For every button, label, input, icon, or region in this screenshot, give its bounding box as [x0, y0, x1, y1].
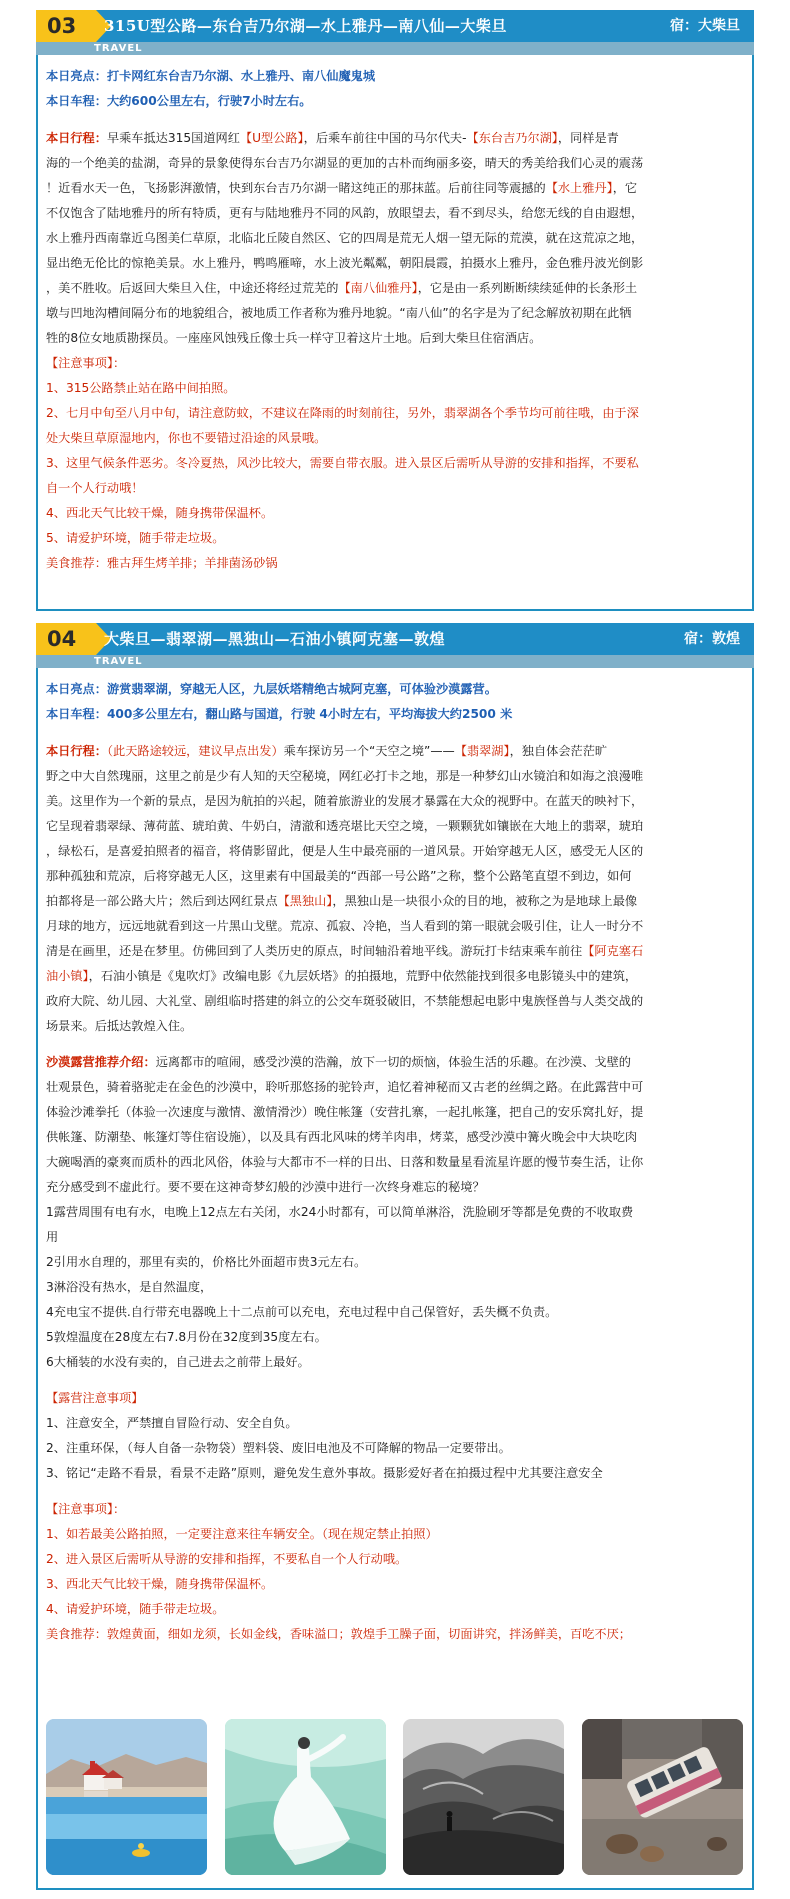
text-segment: 月球的地方，远远地就看到这一片黑山戈壁。荒凉、孤寂、冷艳，当人看到的第一眼就会吸引住，让人一时分不 — [46, 919, 644, 933]
day4-tag-bar — [36, 655, 754, 668]
text-segment: 美。这里作为一个新的景点，是因为航拍的兴起，随着旅游业的发展才暴露在大众的视野中。在蓝天的映衬下， — [46, 794, 644, 808]
list-item: 4充电宝不提供.自行带充电器晚上十二点前可以充电，充电过程中自己保管好，丢失概不负责。 — [46, 1305, 558, 1319]
paragraph-line — [46, 151, 743, 176]
day4-number-badge: 04 — [36, 623, 96, 655]
paragraph-line — [46, 939, 743, 964]
text-segment: 海的一个绝美的盐湖，奇异的景象使得东台吉乃尔湖显的更加的古朴而绚丽多姿，晴天的秀美给我们心灵的震荡 — [46, 156, 644, 170]
paragraph-line — [46, 989, 743, 1014]
day3-notes — [46, 351, 743, 551]
list-item: 3淋浴没有热水，是自然温度， — [46, 1280, 213, 1294]
paragraph-line — [46, 226, 743, 251]
day4-body — [46, 677, 743, 1647]
day4-itinerary — [46, 739, 743, 1039]
list-item: 处大柴旦草原湿地内，你也不要错过沿途的风景哦。 — [46, 431, 327, 445]
day4-stay: 宿：敦煌 — [684, 631, 740, 647]
list-item: 3、这里气候条件恶劣。冬冷夏热，风沙比较大，需要自带衣服。进入景区后需听从导游的安排和指挥，不要私 — [46, 456, 639, 470]
text-segment: ，美不胜收。后返回大柴旦入住，中途还将经过荒芜的 — [46, 281, 339, 295]
day4-food: 美食推荐：敦煌黄面，细如龙须，长如金线，香味溢口；敦煌手工臊子面，切面讲究，拌汤鲜美，百吃不厌； — [46, 1627, 631, 1641]
day3-section — [36, 10, 754, 611]
text-segment: 充分感受到不虚此行。要不要在这神奇梦幻般的沙漠中进行一次终身难忘的秘境？ — [46, 1180, 485, 1194]
list-item: 5敦煌温度在28度左右7.8月份在32度到35度左右。 — [46, 1330, 327, 1344]
paragraph-line — [46, 964, 743, 989]
text-segment: ，绿松石，是喜爱拍照者的福音，将倩影留此，便是人生中最亮丽的一道风景。开始穿越无人区，感受无人区的 — [46, 844, 644, 858]
paragraph-line — [46, 1075, 743, 1100]
highlight-place: 【阿克塞石 — [582, 944, 644, 958]
text-segment: 早乘车抵达315国道网红 — [106, 131, 240, 145]
day3-travel-tag: TRAVEL — [94, 43, 143, 54]
text-segment: 野之中大自然瑰丽，这里之前是少有人知的天空秘境，网红必打卡之地，那是一种梦幻山水镜泊和如海之浪漫唯 — [46, 769, 644, 783]
text-segment: 壮观景色，骑着骆驼走在金色的沙漠中，聆听那悠扬的驼铃声，追忆着神秘而又古老的丝绸之路。在此露营中可 — [46, 1080, 644, 1094]
highlight-place: 【黑独山】 — [277, 894, 333, 908]
highlight-place: 【南八仙雅丹】 — [338, 281, 418, 295]
paragraph-line — [46, 889, 743, 914]
text-segment: ，它是由一系列断断续续延伸的长条形土 — [417, 281, 638, 295]
text-segment: 它呈现着翡翠绿、薄荷蓝、琥珀黄、牛奶白，清澈和透亮堪比天空之境，一颗颗犹如镶嵌在大地上的翡翠，琥珀 — [46, 819, 644, 833]
paragraph-line — [46, 914, 743, 939]
day3-number-badge: 03 — [36, 10, 96, 42]
paragraph-line — [46, 201, 743, 226]
paragraph-line — [46, 764, 743, 789]
paragraph-line — [46, 126, 743, 151]
day3-body — [46, 64, 743, 576]
day3-route-title: 315U型公路—东台吉乃尔湖—水上雅丹—南八仙—大柴旦 — [104, 17, 507, 35]
paragraph-line — [46, 814, 743, 839]
text-segment: 政府大院、幼儿园、大礼堂、剧组临时搭建的斜立的公交车斑驳破旧，不禁能想起电影中鬼族怪兽与人类交战的 — [46, 994, 644, 1008]
paragraph-line — [46, 1014, 743, 1039]
paragraph-line — [46, 864, 743, 889]
paragraph-label: 本日行程： — [46, 744, 107, 758]
text-segment: 水上雅丹西南靠近乌图美仁草原，北临北丘陵自然区、它的四周是荒无人烟一望无际的荒漠，就在这荒凉之地， — [46, 231, 644, 245]
list-item: 1、如若最美公路拍照，一定要注意来往车辆安全。（现在规定禁止拍照） — [46, 1527, 438, 1541]
list-item: 4、请爱护环境，随手带走垃圾。 — [46, 1602, 225, 1616]
photo-black-mountain — [403, 1719, 564, 1875]
notes-title: 【露营注意事项】 — [46, 1391, 144, 1405]
list-item: 4、西北天气比较干燥，随身携带保温杯。 — [46, 506, 274, 520]
list-item: 用 — [46, 1230, 59, 1244]
paragraph-line — [46, 789, 743, 814]
text-segment: ，同样是青 — [557, 131, 619, 145]
list-item: 2、注重环保，（每人自备一杂物袋）塑料袋、废旧电池及不可降解的物品一定要带出。 — [46, 1441, 511, 1455]
text-segment: 拍都将是一部公路大片；然后到达网红景点 — [46, 894, 278, 908]
text-segment: ！近看水天一色，飞扬影湃激情，快到东台吉乃尔湖一睹这纯正的那抹蓝。后前往同等震撼的 — [46, 181, 546, 195]
list-item: 5、请爱护环境，随手带走垃圾。 — [46, 531, 225, 545]
paragraph-line — [46, 839, 743, 864]
text-segment: ，石油小镇是《鬼吹灯》改编电影《九层妖塔》的拍摄地，荒野中依然能找到很多电影镜头中的建筑， — [88, 969, 638, 983]
highlight-place: 【水上雅丹】 — [545, 181, 613, 195]
day4-section — [36, 623, 754, 1890]
day3-food: 美食推荐：雅古拜生烤羊排；羊排菌汤砂锅 — [46, 556, 278, 570]
day3-header — [36, 10, 754, 42]
day4-camp-notes — [46, 1386, 743, 1486]
text-segment: 体验沙滩拳托（体验一次速度与激情、激情滑沙）晚住帐篷（安营扎寨，一起扎帐篷，把自己的安乐窝扎好，提 — [46, 1105, 644, 1119]
list-item: 2、进入景区后需听从导游的安排和指挥，不要私自一个人行动哦。 — [46, 1552, 408, 1566]
day3-tag-bar — [36, 42, 754, 55]
highlight-place: 【东台吉乃尔湖】 — [466, 131, 558, 145]
paragraph-line — [46, 276, 743, 301]
highlight-place: 【U型公路】 — [239, 131, 304, 145]
highlight-place: （此天路途较远，建议早点出发） — [106, 744, 284, 758]
list-item: 6大桶装的水没有卖的，自己进去之前带上最好。 — [46, 1355, 310, 1369]
day4-camp-items — [46, 1200, 743, 1375]
list-item: 1、315公路禁止站在路中间拍照。 — [46, 381, 236, 395]
paragraph-line — [46, 1050, 743, 1075]
day4-header — [36, 623, 754, 655]
list-item: 1露营周围有电有水，电晚上12点左右关闭，水24小时都有，可以简单淋浴，洗脸刷牙等都是免费的不收取费 — [46, 1205, 634, 1219]
day3-distance: 本日车程：大约600公里左右，行驶7小时左右。 — [46, 94, 312, 108]
day4-camp-intro — [46, 1050, 743, 1200]
paragraph-line — [46, 176, 743, 201]
text-segment: 牲的8位女地质勘探员。一座座风蚀残丘像士兵一样守卫着这片土地。后到大柴旦住宿酒店。 — [46, 331, 542, 345]
day4-route-title: 大柴旦—翡翠湖—黑独山—石油小镇阿克塞—敦煌 — [104, 630, 446, 648]
day3-stay: 宿：大柴旦 — [670, 18, 740, 34]
day3-highlights: 本日亮点：打卡网红东台吉乃尔湖、水上雅丹、南八仙魔鬼城 — [46, 69, 376, 83]
photo-lake-church — [46, 1719, 207, 1875]
text-segment: 墩与凹地沟槽间隔分布的地貌组合，被地质工作者称为雅丹地貌。“南八仙”的名字是为了纪念解放初期在此牺 — [46, 306, 632, 320]
notes-title: 【注意事项】： — [46, 1502, 126, 1516]
day4-notes — [46, 1497, 743, 1622]
text-segment: ，后乘车前往中国的马尔代夫- — [303, 131, 467, 145]
text-segment: 不仅饱含了陆地雅丹的所有特质，更有与陆地雅丹不同的风韵，放眼望去，看不到尽头，给您无线的自由遐想， — [46, 206, 644, 220]
list-item: 3、铭记“走路不看景，看景不走路”原则，避免发生意外事故。摄影爱好者在拍摄过程中尤其要注意安全 — [46, 1466, 603, 1480]
paragraph-line — [46, 739, 743, 764]
day4-photo-strip — [46, 1719, 743, 1875]
photo-oil-town-bus — [582, 1719, 743, 1875]
paragraph-line — [46, 251, 743, 276]
text-segment: 远离都市的喧闹，感受沙漠的浩瀚，放下一切的烦恼，体验生活的乐趣。在沙漠、戈壁的 — [155, 1055, 631, 1069]
text-segment: ，它 — [612, 181, 638, 195]
notes-title: 【注意事项】： — [46, 356, 126, 370]
paragraph-line — [46, 1150, 743, 1175]
text-segment: 供帐篷、防潮垫、帐篷灯等住宿设施），以及具有西北风味的烤羊肉串，烤菜，感受沙漠中篝火晚会中大块吃肉 — [46, 1130, 638, 1144]
day4-distance: 本日车程：400多公里左右，翻山路与国道，行驶 4小时左右，平均海拔大约2500 米 — [46, 707, 513, 721]
day3-itinerary — [46, 126, 743, 351]
list-item: 1、注意安全，严禁擅自冒险行动、安全自负。 — [46, 1416, 298, 1430]
paragraph-line — [46, 1125, 743, 1150]
list-item: 2、七月中旬至八月中旬，请注意防蚊，不建议在降雨的时刻前往，另外，翡翠湖各个季节均可前往哦，由于深 — [46, 406, 639, 420]
paragraph-line — [46, 1175, 743, 1200]
text-segment: 那种孤独和荒凉，后将穿越无人区，这里素有中国最美的“西部一号公路”之称，整个公路笔直望不到边，如何 — [46, 869, 632, 883]
paragraph-label: 本日行程： — [46, 131, 107, 145]
paragraph-line — [46, 301, 743, 326]
photo-woman-white-dress — [225, 1719, 386, 1875]
paragraph-label: 沙漠露营推荐介绍： — [46, 1055, 156, 1069]
day4-highlights: 本日亮点：游赏翡翠湖，穿越无人区，九层妖塔精绝古城阿克塞，可体验沙漠露营。 — [46, 682, 497, 696]
text-segment: ，黑独山是一块很小众的目的地，被称之为是地球上最像 — [332, 894, 638, 908]
paragraph-line — [46, 326, 743, 351]
text-segment: 场景来。后抵达敦煌入住。 — [46, 1019, 193, 1033]
text-segment: ，独自体会茫茫旷 — [509, 744, 608, 758]
day4-travel-tag: TRAVEL — [94, 656, 143, 667]
text-segment: 清是在画里，还是在梦里。仿佛回到了人类历史的原点，时间轴沿着地平线。游玩打卡结束乘车前往 — [46, 944, 583, 958]
paragraph-line — [46, 1100, 743, 1125]
list-item: 3、西北天气比较干燥，随身携带保温杯。 — [46, 1577, 274, 1591]
text-segment: 大碗喝酒的豪爽而质朴的西北风俗，体验与大都市不一样的日出、日落和数量星看流星许愿的慢节奏生活，让你 — [46, 1155, 644, 1169]
list-item: 自一个人行动哦！ — [46, 481, 144, 495]
text-segment: 乘车探访另一个“天空之境”—— — [283, 744, 455, 758]
list-item: 2引用水自理的，那里有卖的，价格比外面超市贵3元左右。 — [46, 1255, 367, 1269]
highlight-place: 【翡翠湖】 — [454, 744, 510, 758]
highlight-place: 油小镇】 — [46, 969, 89, 983]
text-segment: 显出绝无伦比的惊艳美景。水上雅丹，鸭鸣雁啼，水上波光粼粼，朝阳晨霞，拍摄水上雅丹，金色雅丹波光倒影 — [46, 256, 644, 270]
